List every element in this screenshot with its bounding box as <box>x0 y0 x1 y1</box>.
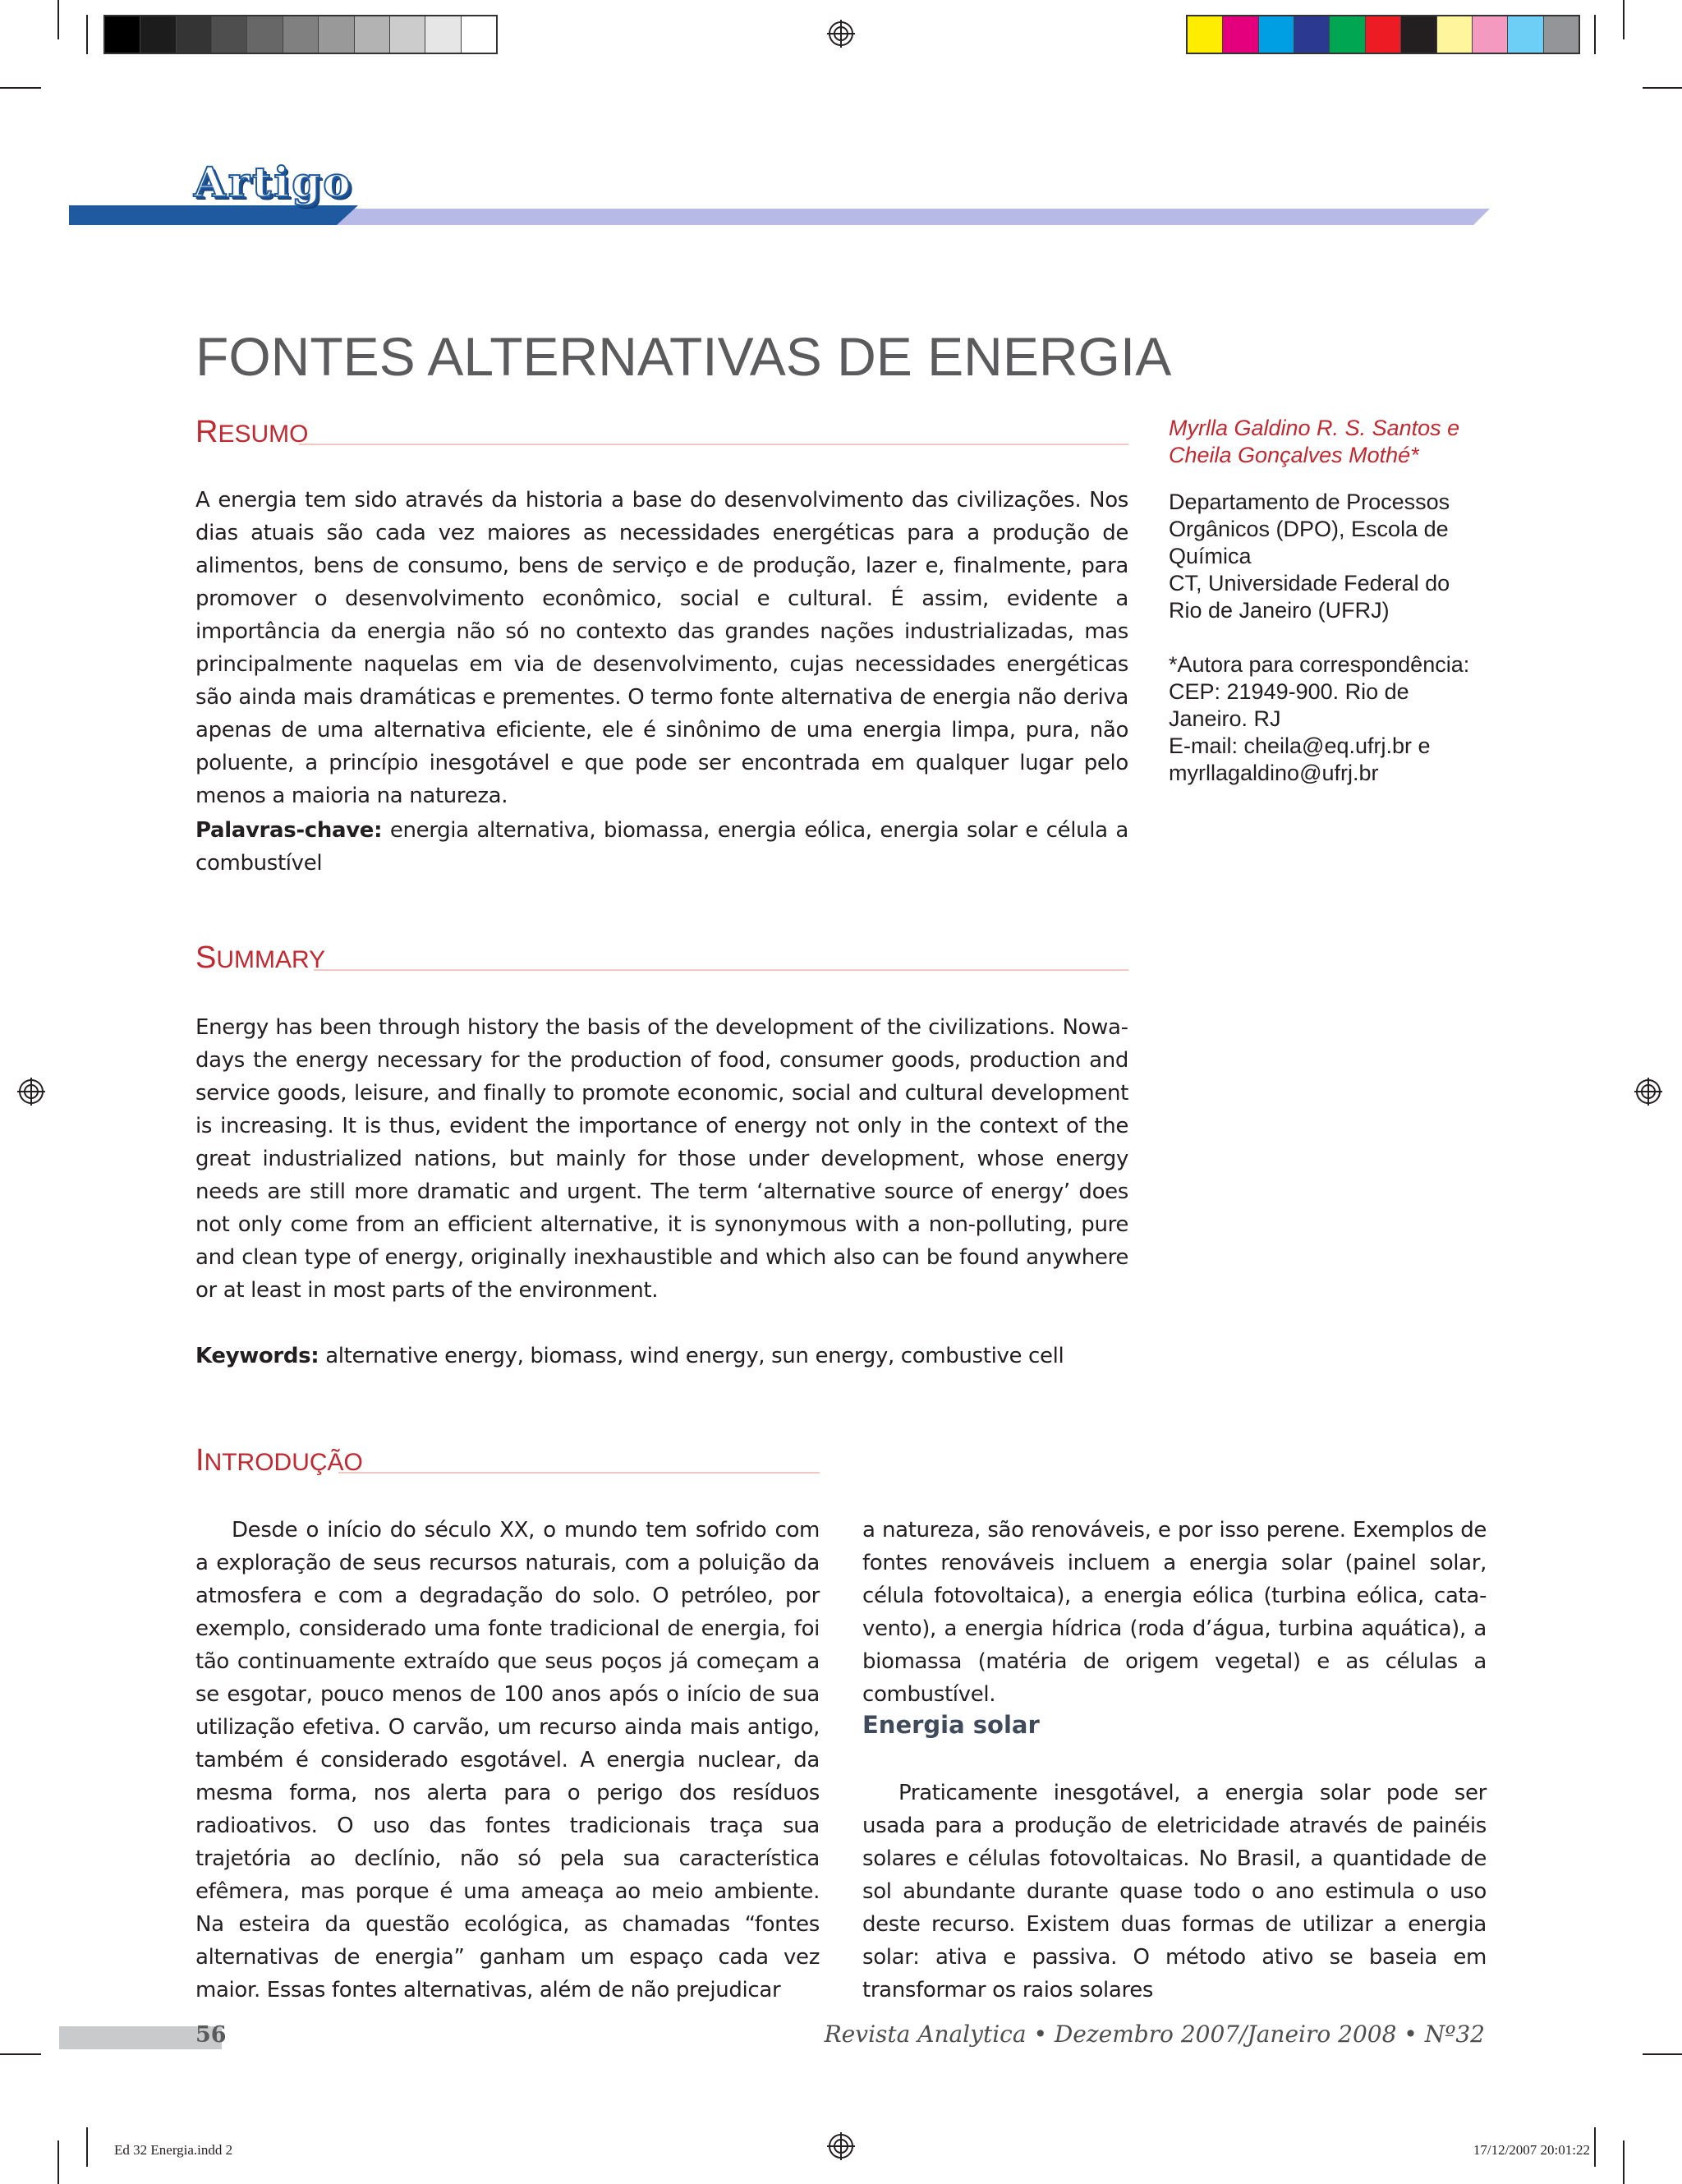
calibration-swatch <box>176 16 211 53</box>
calibration-swatch <box>425 16 460 53</box>
energia-solar-subheading: Energia solar <box>862 1711 1040 1739</box>
resumo-keywords-text: energia alternativa, biomassa, energia eólica, energia solar e célula a combustível <box>195 818 1128 876</box>
calibration-swatch <box>1400 16 1436 53</box>
introducao-heading-rule <box>338 1472 820 1474</box>
calibration-swatch <box>1222 16 1257 53</box>
affiliation-line: Rio de Janeiro (UFRJ) <box>1169 598 1390 623</box>
registration-mark-icon <box>1634 1078 1662 1106</box>
summary-keywords <box>195 1340 1128 1372</box>
summary-heading-rule <box>314 969 1128 971</box>
introducao-col1-text: Desde o início do século XX, o mundo tem sofrido com a exploração de seus recursos naturais, com a poluição da atmosfera e com a degradação do solo. O petróleo, por exemplo, considerado uma fonte tradicional de energia, foi tão continuamente extraído que seus poços já começam a se esgotar, pouco menos de 100 anos após o início de sua utilização efetiva. O carvão, um recurso ainda mais antigo, também é considerado esgotável. A energia nuclear, da mesma forma, nos alerta para o perigo dos resíduos radioativos. O uso das fontes tradicionais traça sua trajetória ao declínio, não só pela sua característica efêmera, mas porque é uma ameaça ao meio ambiente. Na esteira da questão ecológica, as chamadas “fontes alternativas de energia” ganham um espaço cada vez maior. Essas fontes alternativas, além de não prejudicar <box>195 1518 820 2002</box>
calibration-swatch <box>246 16 282 53</box>
resumo-abstract <box>195 484 1128 812</box>
registration-mark-icon <box>827 2132 855 2160</box>
calibration-swatch <box>1329 16 1364 53</box>
affiliation-line: Química <box>1169 544 1252 568</box>
resumo-heading-initial: R <box>195 415 218 449</box>
summary-text: Energy has been through history the basis of the development of the civilizations. Nowadays the energy necessary for the production of food, consumer goods, production and service goods, leisure, and finally to promote economic, social and cultural development is increasing. It is thus, evident the importance of energy not only in the context of the great industrialized nations, but mainly for those under development, whose energy needs are still more dramatic and urgent. The term ‘alternative source of energy’ does not only come from an efficient alternative, it is synonymous with a non-polluting, pure and clean type of energy, originally inexhaustible and which also can be found anywhere or at least in most parts of the environment. <box>195 1015 1128 1303</box>
introducao-col2-p1: a natureza, são renováveis, e por isso perene. Exemplos de fontes renováveis incluem a energia solar (painel solar, célula fotovoltaica), a energia eólica (turbina eólica, cata-vento), a energia hídrica (roda d’água, turbina aquática), a biomassa (matéria de origem vegetal) e as células a combustível. <box>862 1518 1487 1707</box>
resumo-keywords-label: Palavras-chave: <box>195 818 383 843</box>
resumo-heading-rest: ESUMO <box>218 421 309 448</box>
page-number: 56 <box>195 2022 227 2048</box>
introducao-heading-rest: NTRODUÇÃO <box>204 1449 363 1476</box>
calibration-swatch <box>1472 16 1507 53</box>
resumo-heading <box>195 417 308 449</box>
summary-heading-rest: UMMARY <box>216 946 326 973</box>
correspondence-line: E-mail: cheila@eq.ufrj.br e <box>1169 733 1431 758</box>
correspondence-line: Janeiro. RJ <box>1169 706 1281 731</box>
author-affiliation <box>1169 489 1505 624</box>
calibration-swatch <box>1507 16 1542 53</box>
summary-heading-initial: S <box>195 940 217 975</box>
grayscale-calibration-strip <box>103 15 498 54</box>
introducao-column-2 <box>862 1514 1487 1711</box>
section-banner-label: Artigo <box>194 158 353 206</box>
correspondence-line: CEP: 21949-900. Rio de <box>1169 679 1409 704</box>
affiliation-line: Orgânicos (DPO), Escola de <box>1169 517 1449 541</box>
resumo-text: A energia tem sido através da historia a base do desenvolvimento das civilizações. Nos dias atuais são cada vez maiores as necessidades energéticas para a produção de alimentos, bens de consumo, bens de serviço e de produção, lazer e, finalmente, para promover o desenvolvimento econômico, social e cultural. É assim, evidente a importância da energia não só no contexto das grandes nações industrializadas, mas principalmente naquelas em via de desenvolvimento, cujas necessidades energéticas são ainda mais dramáticas e prementes. O termo fonte alternativa de energia não deriva apenas de uma alternativa eficiente, ele é sinônimo de uma energia limpa, pura, não poluente, a princípio inesgotável e que pode ser encontrada em qualquer lugar pelo menos a maioria na natureza. <box>195 488 1128 808</box>
introducao-heading-initial: I <box>195 1443 205 1478</box>
correspondence-line: *Autora para correspondência: <box>1169 652 1470 677</box>
summary-abstract <box>195 1011 1128 1307</box>
registration-mark-icon <box>827 20 855 48</box>
resumo-heading-rule <box>299 444 1128 445</box>
slug-filename: Ed 32 Energia.indd 2 <box>114 2142 233 2158</box>
calibration-swatch <box>461 16 496 53</box>
summary-heading <box>195 940 326 975</box>
affiliation-line: Departamento de Processos <box>1169 490 1450 514</box>
calibration-swatch <box>211 16 246 53</box>
color-calibration-strip <box>1186 15 1580 54</box>
correspondence-line: myrllagaldino@ufrj.br <box>1169 761 1379 785</box>
author-names <box>1169 415 1505 469</box>
calibration-swatch <box>1543 16 1579 53</box>
resumo-keywords <box>195 814 1128 880</box>
registration-mark-icon <box>17 1078 45 1106</box>
introducao-column-1 <box>195 1514 820 2007</box>
energia-solar-paragraph <box>862 1777 1487 2007</box>
affiliation-line: CT, Universidade Federal do <box>1169 571 1450 595</box>
introducao-col2-p2: Praticamente inesgotável, a energia solar pode ser usada para a produção de eletricidade através de painéis solares e células fotovoltaicas. No Brasil, a quantidade de sol abundante durante quase todo o ano estimula o uso deste recurso. Existem duas formas de utilizar a energia solar: ativa e passiva. O método ativo se baseia em transformar os raios solares <box>862 1781 1487 2002</box>
calibration-swatch <box>318 16 353 53</box>
calibration-swatch <box>1188 16 1222 53</box>
author-correspondence <box>1169 651 1505 787</box>
author-names-line: Myrlla Galdino R. S. Santos e <box>1169 416 1460 440</box>
calibration-swatch <box>283 16 318 53</box>
page-title: FONTES ALTERNATIVAS DE ENERGIA <box>195 326 1172 388</box>
calibration-swatch <box>389 16 425 53</box>
summary-keywords-text: alternative energy, biomass, wind energy, sun energy, combustive cell <box>319 1344 1064 1368</box>
calibration-swatch <box>1258 16 1294 53</box>
calibration-swatch <box>1294 16 1329 53</box>
slug-timestamp: 17/12/2007 20:01:22 <box>1473 2142 1590 2158</box>
calibration-swatch <box>354 16 389 53</box>
summary-keywords-label: Keywords: <box>195 1344 319 1368</box>
calibration-swatch <box>1365 16 1400 53</box>
calibration-swatch <box>140 16 175 53</box>
author-info <box>1169 415 1505 787</box>
journal-info: Revista Analytica • Dezembro 2007/Janeiro 2008 • Nº32 <box>824 2021 1485 2048</box>
author-names-line: Cheila Gonçalves Mothé* <box>1169 443 1419 467</box>
calibration-swatch <box>1436 16 1472 53</box>
calibration-swatch <box>105 16 140 53</box>
